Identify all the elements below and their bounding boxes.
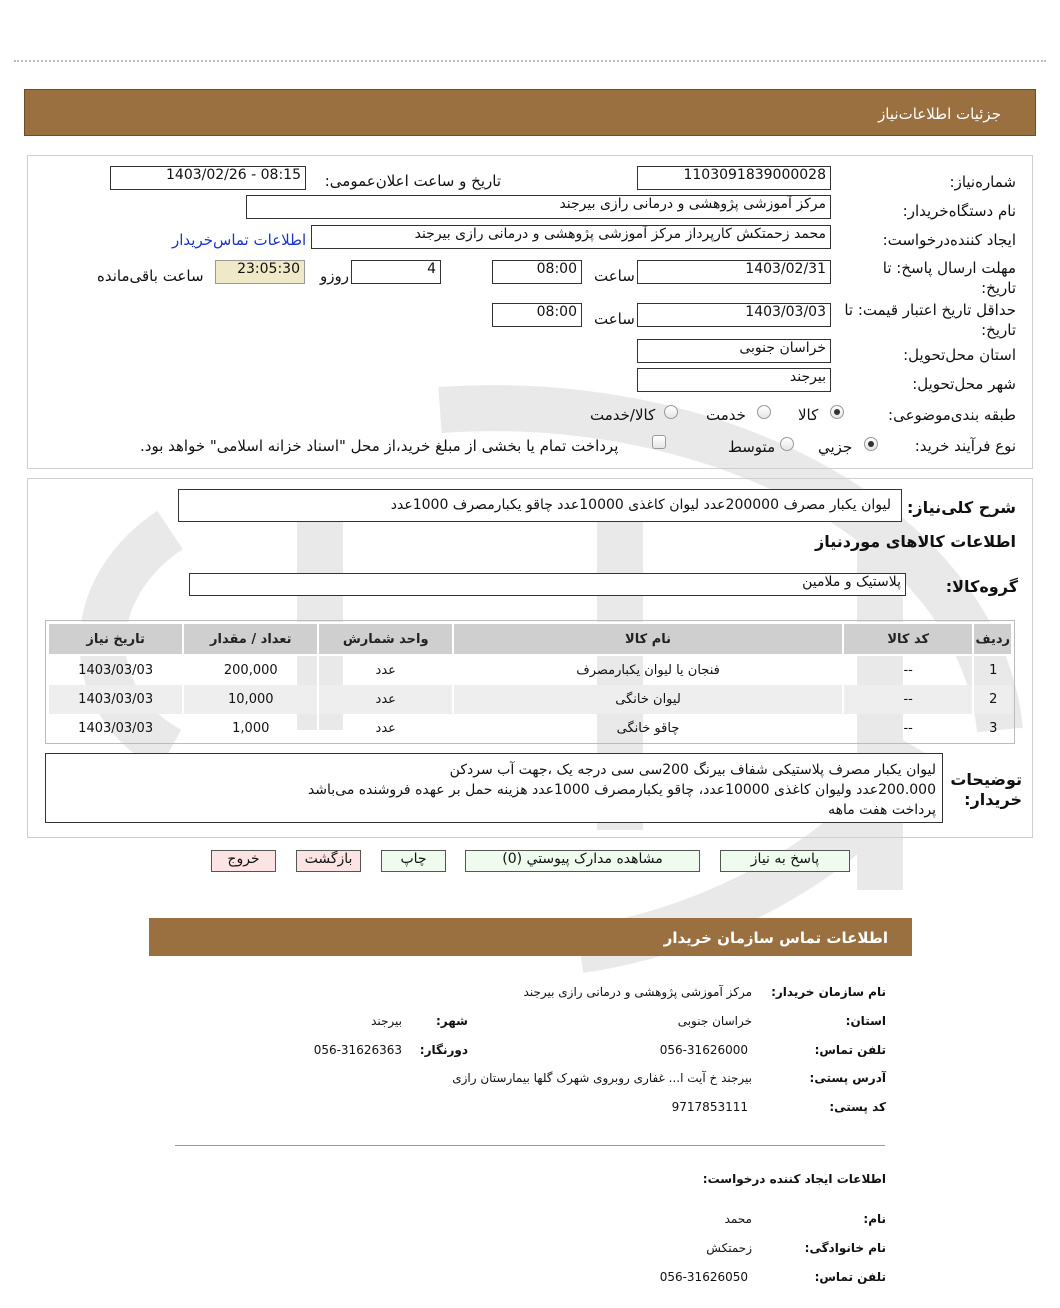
category-label: طبقه بندی‌موضوعی:	[888, 406, 1016, 424]
contact-divider	[175, 1145, 885, 1146]
days-field: 4	[351, 260, 441, 284]
process-label: نوع فرآیند خرید:	[914, 437, 1016, 455]
deadline-label-line2: تاریخ:	[981, 279, 1016, 297]
attachments-button[interactable]: مشاهده مدارک پیوستي (0)	[465, 850, 700, 872]
buyer-notes-label	[950, 770, 1022, 810]
cell-code: --	[843, 685, 974, 714]
buyer-notes-line: 200.000عدد ولیوان کاغذی 10000عدد، چاقو یکبارمصرف 1000عدد هزینه حمل بر عهده فروشنده می‌باشد	[307, 782, 936, 798]
buyer-notes-label-line1: توضیحات	[950, 770, 1022, 789]
contact-org-label: نام سازمان خریدار:	[771, 985, 886, 999]
cell-qty: 1,000	[183, 714, 318, 743]
goods-table-header	[48, 623, 1012, 655]
contact-postal-label: کد پستی:	[829, 1100, 886, 1114]
buyer-notes-line: پرداخت هفت ماهه	[828, 802, 936, 818]
cell-unit: عدد	[318, 685, 453, 714]
contact-phone-label: تلفن تماس:	[814, 1043, 886, 1057]
payment-note: پرداخت تمام یا بخشی از مبلغ خرید،از محل "اسناد خزانه اسلامی" خواهد بود.	[140, 437, 619, 455]
buyer-org-field: مرکز آموزشی پژوهشی و درمانی رازی بیرجند	[246, 195, 831, 219]
cell-row: 1	[973, 655, 1012, 685]
cell-code: --	[843, 714, 974, 743]
contact-section-header	[149, 918, 912, 956]
contact-province-label: استان:	[845, 1014, 886, 1028]
city-label: شهر محل‌تحویل:	[912, 375, 1016, 393]
need-number-field: 1103091839000028	[637, 166, 831, 190]
days-label: روزو	[320, 267, 349, 285]
cell-name: لیوان خانگی	[453, 685, 843, 714]
contact-postal-value: 9717853111	[671, 1100, 748, 1114]
cell-name: فنجان یا لیوان یکبارمصرف	[453, 655, 843, 685]
buyer-notes-label-line2: خریدار:	[964, 790, 1022, 809]
col-row: ردیف	[973, 623, 1012, 655]
goods-group-label: گروه‌کالا:	[945, 577, 1018, 596]
validity-date-field: 1403/03/03	[637, 303, 831, 327]
top-separator	[14, 60, 1046, 62]
col-date: تاریخ نیاز	[48, 623, 183, 655]
deadline-time-field: 08:00	[492, 260, 582, 284]
cell-qty: 10,000	[183, 685, 318, 714]
goods-group-field: پلاستیک و ملامین	[189, 573, 906, 596]
creator-name-value: محمد	[724, 1212, 752, 1226]
reply-button[interactable]: پاسخ به نیاز	[720, 850, 850, 872]
category-radio-service[interactable]	[757, 405, 771, 419]
category-option-goods: کالا	[798, 406, 819, 424]
cell-date: 1403/03/03	[48, 714, 183, 743]
cell-row: 2	[973, 685, 1012, 714]
deadline-date-field: 1403/02/31	[637, 260, 831, 284]
category-option-both: کالا/خدمت	[590, 406, 656, 424]
process-radio-minor[interactable]	[864, 437, 878, 451]
cell-name: چاقو خانگی	[453, 714, 843, 743]
contact-org-value: مرکز آموزشی پژوهشی و درمانی رازی بیرجند	[523, 985, 752, 999]
contact-province-value: خراسان جنوبی	[677, 1014, 752, 1028]
creator-phone-label: تلفن تماس:	[814, 1270, 886, 1284]
remaining-time-field: 23:05:30	[215, 260, 305, 284]
goods-section-title: اطلاعات کالاهای موردنیاز	[815, 532, 1016, 551]
category-option-service: خدمت	[706, 406, 746, 424]
cell-date: 1403/03/03	[48, 655, 183, 685]
creator-name-label: نام:	[863, 1212, 886, 1226]
table-row	[48, 685, 1012, 714]
creator-family-value: زحمتکش	[706, 1241, 752, 1255]
table-row	[48, 655, 1012, 685]
table-row	[48, 714, 1012, 743]
cell-date: 1403/03/03	[48, 685, 183, 714]
announce-field: 1403/02/26 - 08:15	[110, 166, 306, 190]
contact-address-label: آدرس پستی:	[809, 1071, 886, 1085]
validity-label-line1: حداقل تاریخ اعتبار قیمت: تا	[844, 301, 1016, 319]
validity-time-field: 08:00	[492, 303, 582, 327]
contact-city-label: شهر:	[436, 1014, 468, 1028]
buyer-org-label: نام دستگاه‌خریدار:	[902, 202, 1016, 220]
creator-field: محمد زحمتکش کارپرداز مرکز آموزشی پژوهشی و درمانی رازی بیرجند	[311, 225, 831, 249]
contact-address-value: بیرجند خ آیت ا... غفاری روبروی شهرک گلها بیمارستان رازی	[452, 1071, 752, 1085]
announce-label: تاریخ و ساعت اعلان‌عمومی:	[324, 172, 501, 190]
need-number-label: شماره‌نیاز:	[949, 173, 1016, 191]
deadline-label	[883, 258, 1016, 298]
remaining-label: ساعت باقی‌مانده	[97, 267, 204, 285]
creator-phone-value: 056-31626050	[659, 1270, 748, 1284]
process-option-medium: متوسط	[728, 438, 776, 456]
validity-label-line2: تاریخ:	[981, 321, 1016, 339]
category-radio-both[interactable]	[664, 405, 678, 419]
col-name: نام کالا	[453, 623, 843, 655]
back-button[interactable]: بازگشت	[296, 850, 361, 872]
print-button[interactable]: چاپ	[381, 850, 446, 872]
description-field: لیوان یکبار مصرف 200000عدد لیوان کاغذی 10000عدد چاقو یکبارمصرف 1000عدد	[178, 489, 902, 522]
creator-label: ایجاد کننده‌درخواست:	[882, 231, 1016, 249]
exit-button[interactable]: خروج	[211, 850, 276, 872]
process-option-minor: جزیي	[818, 438, 853, 456]
contact-city-value: بیرجند	[371, 1014, 402, 1028]
buyer-notes-line: لیوان یکبار مصرف پلاستیکی شفاف بیرنگ 200سی سی درجه یک ،جهت آب سردکن	[449, 762, 936, 778]
city-field: بیرجند	[637, 368, 831, 392]
cell-code: --	[843, 655, 974, 685]
goods-table	[47, 622, 1013, 743]
col-unit: واحد شمارش	[318, 623, 453, 655]
buyer-contact-link[interactable]: اطلاعات تماس‌خریدار	[172, 231, 307, 249]
contact-fax-value: 056-31626363	[313, 1043, 402, 1057]
contact-section-title: اطلاعات تماس سازمان خریدار	[663, 929, 888, 947]
col-code: کد کالا	[843, 623, 974, 655]
page-title: جزئیات اطلاعات‌نیاز	[878, 105, 1001, 123]
treasury-checkbox[interactable]	[652, 435, 666, 449]
validity-time-label: ساعت	[594, 310, 635, 328]
deadline-label-line1: مهلت ارسال پاسخ: تا	[882, 259, 1016, 277]
contact-phone-value: 056-31626000	[659, 1043, 748, 1057]
process-radio-medium[interactable]	[780, 437, 794, 451]
creator-family-label: نام خانوادگی:	[804, 1241, 886, 1255]
col-qty: تعداد / مقدار	[183, 623, 318, 655]
cell-unit: عدد	[318, 655, 453, 685]
category-radio-goods[interactable]	[830, 405, 844, 419]
creator-info-title: اطلاعات ایجاد کننده درخواست:	[702, 1172, 886, 1186]
deadline-time-label: ساعت	[594, 267, 635, 285]
cell-qty: 200,000	[183, 655, 318, 685]
cell-row: 3	[973, 714, 1012, 743]
cell-unit: عدد	[318, 714, 453, 743]
province-field: خراسان جنوبی	[637, 339, 831, 363]
validity-label	[844, 300, 1016, 340]
page-header	[24, 89, 1036, 136]
buyer-notes-field	[45, 753, 943, 823]
province-label: استان محل‌تحویل:	[903, 346, 1016, 364]
description-label: شرح کلی‌نیاز:	[907, 498, 1016, 517]
contact-fax-label: دورنگار:	[419, 1043, 468, 1057]
